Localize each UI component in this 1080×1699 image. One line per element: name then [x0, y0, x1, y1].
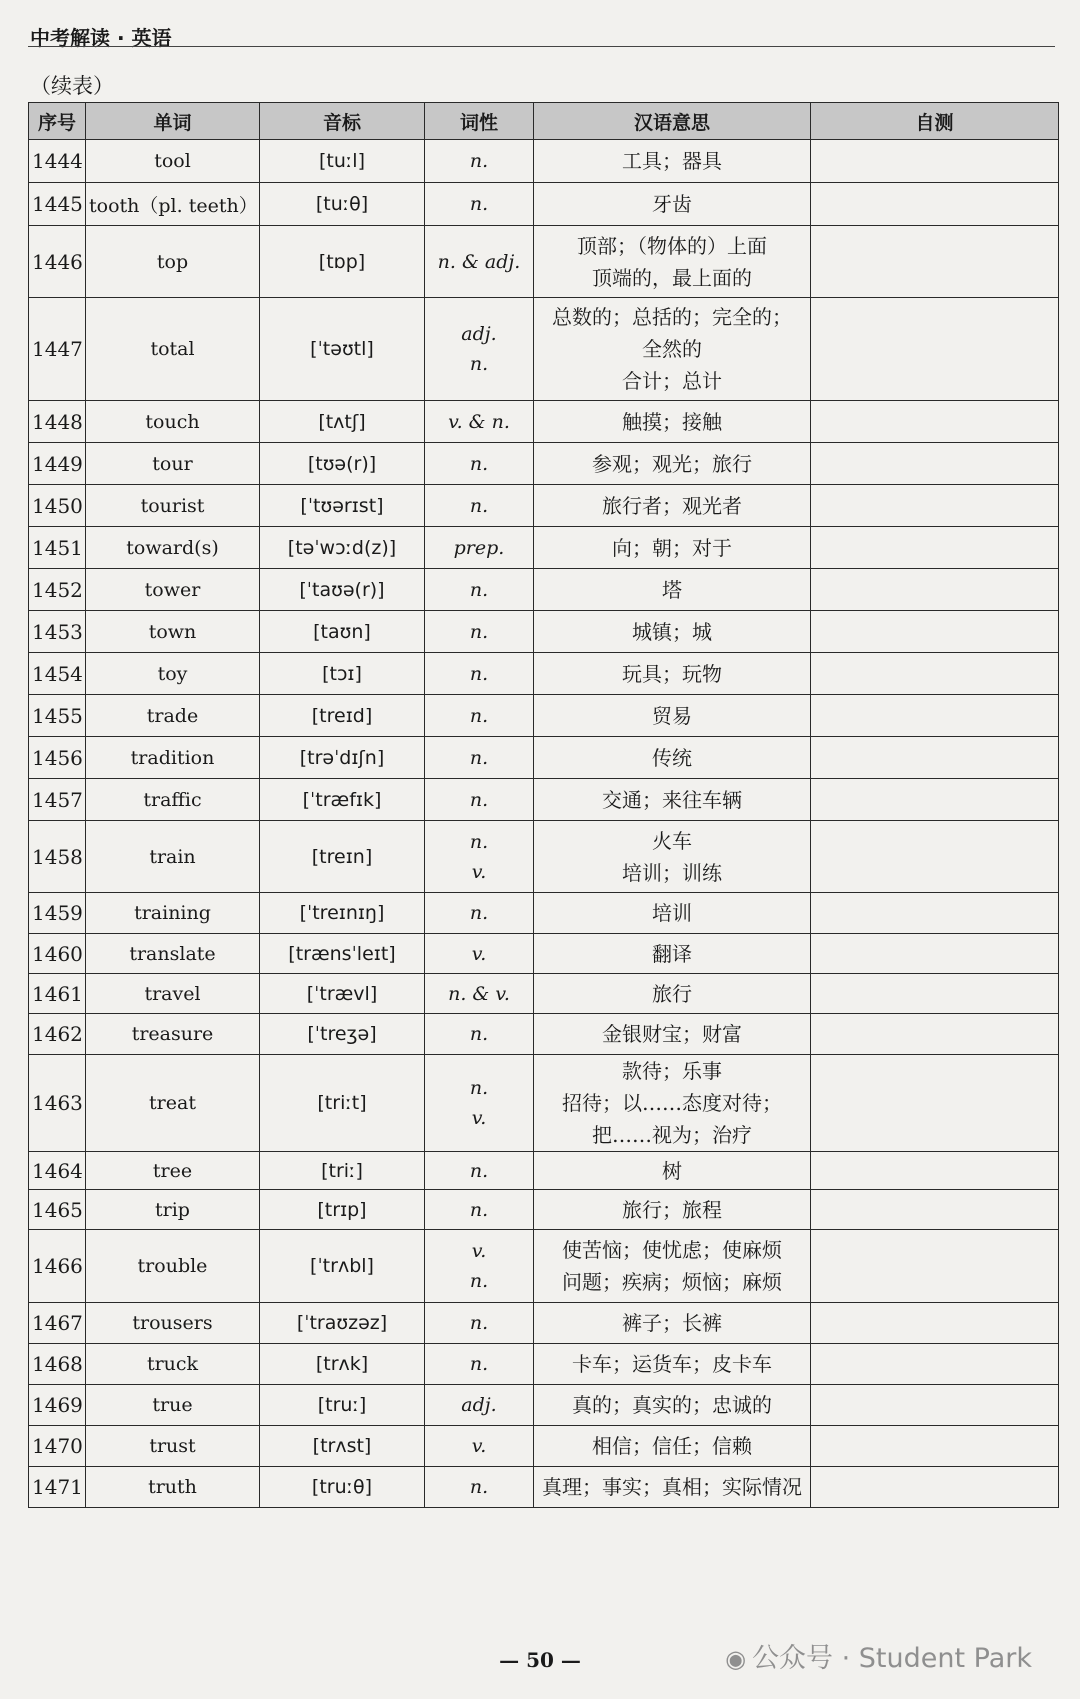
pos-line: n. & v. [448, 982, 510, 1005]
pos-line: n. [469, 902, 489, 924]
row-word: tradition [86, 737, 260, 779]
table-row [29, 1152, 1059, 1190]
row-phonetic: [trænsˈleɪt] [260, 934, 425, 974]
row-number: 1467 [29, 1303, 86, 1344]
row-self-test-blank [811, 1230, 1059, 1303]
meaning-line: 触摸；接触 [622, 409, 722, 434]
row-number: 1461 [29, 974, 86, 1014]
row-number: 1456 [29, 737, 86, 779]
row-phonetic: [tɒp] [260, 226, 425, 298]
row-self-test-blank [811, 298, 1059, 401]
pos-line: n. [469, 746, 489, 769]
row-word: train [86, 821, 260, 893]
row-phonetic: [tʊə(r)] [260, 443, 425, 485]
row-pos [425, 183, 534, 226]
row-number: 1468 [29, 1344, 86, 1385]
row-word: treasure [86, 1014, 260, 1055]
table-row [29, 298, 1059, 401]
row-number: 1459 [29, 893, 86, 934]
meaning-line: 翻译 [652, 941, 692, 966]
row-meaning [534, 893, 811, 934]
table-body [29, 140, 1059, 1508]
row-pos [425, 695, 534, 737]
row-word: tooth（pl. teeth） [86, 183, 260, 226]
row-meaning [534, 1152, 811, 1190]
row-pos [425, 893, 534, 934]
row-self-test-blank [811, 1303, 1059, 1344]
meaning-line: 城镇；城 [632, 619, 712, 644]
row-meaning [534, 1426, 811, 1467]
row-number: 1457 [29, 779, 86, 821]
table-row [29, 893, 1059, 934]
row-number: 1449 [29, 443, 86, 485]
pos-line: n. [469, 578, 489, 601]
meaning-line: 使苦恼；使忧虑；使麻烦 [562, 1238, 782, 1262]
row-phonetic: [ˈtəʊtl] [260, 298, 425, 401]
col-header-word: 单词 [86, 103, 260, 140]
row-word: true [86, 1385, 260, 1426]
row-meaning [534, 140, 811, 183]
pos-line: n. [469, 1077, 489, 1099]
row-phonetic: [taʊn] [260, 611, 425, 653]
row-phonetic: [ˈtraʊzəz] [260, 1303, 425, 1344]
row-pos [425, 140, 534, 183]
meaning-line: 工具；器具 [622, 149, 722, 173]
pos-line: n. [469, 620, 489, 643]
row-self-test-blank [811, 140, 1059, 183]
pos-line: n. [469, 788, 489, 811]
meaning-line: 问题；疾病；烦恼；麻烦 [562, 1270, 782, 1294]
meaning-line: 真理；事实；真相；实际情况 [542, 1475, 802, 1499]
row-self-test-blank [811, 1014, 1059, 1055]
row-number: 1460 [29, 934, 86, 974]
row-meaning [534, 1230, 811, 1303]
row-phonetic: [treɪd] [260, 695, 425, 737]
watermark [725, 1636, 1032, 1675]
meaning-line: 裤子；长裤 [622, 1311, 722, 1335]
row-word: total [86, 298, 260, 401]
pos-line: n. [469, 1312, 489, 1334]
pos-line: n. [469, 353, 489, 375]
pos-line: v. [471, 1107, 487, 1129]
row-pos [425, 611, 534, 653]
row-pos [425, 1190, 534, 1230]
row-meaning [534, 1014, 811, 1055]
pos-line: adj. [461, 1394, 497, 1416]
row-pos [425, 1230, 534, 1303]
row-number: 1471 [29, 1467, 86, 1508]
pos-line: n. [469, 1476, 489, 1498]
row-number: 1458 [29, 821, 86, 893]
page-header: 中考解读 · 英语 [30, 26, 172, 50]
meaning-line: 金银财宝；财富 [602, 1022, 742, 1046]
row-word: top [86, 226, 260, 298]
meaning-line: 传统 [652, 745, 692, 770]
table-row [29, 1385, 1059, 1426]
row-word: tree [86, 1152, 260, 1190]
table-row [29, 226, 1059, 298]
row-number: 1454 [29, 653, 86, 695]
row-pos [425, 653, 534, 695]
vocabulary-table [28, 102, 1059, 1508]
row-word: toward(s) [86, 527, 260, 569]
row-self-test-blank [811, 611, 1059, 653]
row-word: town [86, 611, 260, 653]
col-header-phonetic: 音标 [260, 103, 425, 140]
table-row [29, 1014, 1059, 1055]
pos-line: n. [469, 1270, 489, 1292]
row-number: 1464 [29, 1152, 86, 1190]
row-self-test-blank [811, 974, 1059, 1014]
pos-line: v. [471, 1435, 487, 1457]
meaning-line: 把……视为；治疗 [592, 1123, 752, 1147]
col-header-meaning: 汉语意思 [534, 103, 811, 140]
pos-line: n. [469, 1198, 489, 1221]
row-meaning [534, 611, 811, 653]
row-number: 1469 [29, 1385, 86, 1426]
row-pos [425, 1014, 534, 1055]
row-meaning [534, 183, 811, 226]
row-self-test-blank [811, 1152, 1059, 1190]
row-pos [425, 569, 534, 611]
row-pos [425, 1426, 534, 1467]
meaning-line: 玩具；玩物 [622, 661, 722, 686]
meaning-line: 交通；来往车辆 [602, 787, 742, 812]
meaning-line: 树 [662, 1158, 682, 1183]
meaning-line: 牙齿 [652, 192, 692, 216]
row-self-test-blank [811, 401, 1059, 443]
row-self-test-blank [811, 821, 1059, 893]
row-phonetic: [tuːθ] [260, 183, 425, 226]
row-number: 1463 [29, 1055, 86, 1152]
row-number: 1453 [29, 611, 86, 653]
meaning-line: 旅行 [652, 981, 692, 1006]
row-word: trousers [86, 1303, 260, 1344]
row-word: treat [86, 1055, 260, 1152]
table-row [29, 821, 1059, 893]
row-number: 1451 [29, 527, 86, 569]
pos-line: prep. [453, 536, 505, 559]
row-word: travel [86, 974, 260, 1014]
row-meaning [534, 569, 811, 611]
col-header-self-test: 自测 [811, 103, 1059, 140]
row-meaning [534, 1303, 811, 1344]
row-pos [425, 1055, 534, 1152]
row-phonetic: [triːt] [260, 1055, 425, 1152]
meaning-line: 火车 [652, 828, 692, 853]
pos-line: adj. [461, 323, 497, 345]
table-row [29, 737, 1059, 779]
row-self-test-blank [811, 737, 1059, 779]
row-phonetic: [trʌst] [260, 1426, 425, 1467]
row-meaning [534, 226, 811, 298]
row-meaning [534, 298, 811, 401]
row-phonetic: [tʌtʃ] [260, 401, 425, 443]
row-word: tower [86, 569, 260, 611]
meaning-line: 贸易 [652, 703, 692, 728]
meaning-line: 合计；总计 [622, 369, 722, 393]
row-meaning [534, 934, 811, 974]
row-phonetic: [təˈwɔːd(z)] [260, 527, 425, 569]
row-pos [425, 1467, 534, 1508]
row-number: 1462 [29, 1014, 86, 1055]
table-row [29, 1190, 1059, 1230]
continued-label: （续表） [30, 74, 114, 98]
row-pos [425, 1344, 534, 1385]
row-number: 1444 [29, 140, 86, 183]
row-pos [425, 779, 534, 821]
row-self-test-blank [811, 485, 1059, 527]
row-word: trip [86, 1190, 260, 1230]
row-meaning [534, 974, 811, 1014]
table-row [29, 1467, 1059, 1508]
table-row [29, 653, 1059, 695]
row-word: touch [86, 401, 260, 443]
meaning-line: 顶部；（物体的）上面 [577, 233, 767, 258]
table-row [29, 1344, 1059, 1385]
row-number: 1448 [29, 401, 86, 443]
table-row [29, 183, 1059, 226]
table-row [29, 443, 1059, 485]
row-word: tourist [86, 485, 260, 527]
pos-line: v. [471, 1240, 487, 1262]
row-self-test-blank [811, 527, 1059, 569]
table-row [29, 1230, 1059, 1303]
meaning-line: 向；朝；对于 [612, 535, 732, 560]
row-word: training [86, 893, 260, 934]
meaning-line: 参观；观光；旅行 [592, 451, 752, 476]
row-self-test-blank [811, 1467, 1059, 1508]
table-row [29, 974, 1059, 1014]
row-phonetic: [truːθ] [260, 1467, 425, 1508]
pos-line: n. [469, 830, 489, 853]
row-word: truck [86, 1344, 260, 1385]
row-self-test-blank [811, 779, 1059, 821]
row-number: 1452 [29, 569, 86, 611]
row-word: trust [86, 1426, 260, 1467]
row-self-test-blank [811, 183, 1059, 226]
row-phonetic: [trəˈdɪʃn] [260, 737, 425, 779]
row-word: tool [86, 140, 260, 183]
row-word: tour [86, 443, 260, 485]
row-pos [425, 443, 534, 485]
col-header-pos: 词性 [425, 103, 534, 140]
row-number: 1450 [29, 485, 86, 527]
row-phonetic: [tuːl] [260, 140, 425, 183]
table-row [29, 569, 1059, 611]
row-phonetic: [ˈtræfɪk] [260, 779, 425, 821]
row-number: 1466 [29, 1230, 86, 1303]
col-header-number: 序号 [29, 103, 86, 140]
row-word: traffic [86, 779, 260, 821]
header-rule [28, 46, 1055, 47]
meaning-line: 培训 [652, 901, 692, 925]
row-meaning [534, 1467, 811, 1508]
pos-line: n. & adj. [437, 250, 521, 273]
row-self-test-blank [811, 695, 1059, 737]
row-pos [425, 298, 534, 401]
row-self-test-blank [811, 1385, 1059, 1426]
pos-line: v. & n. [448, 410, 510, 433]
meaning-line: 总数的；总括的；完全的； [552, 305, 792, 329]
row-phonetic: [ˈtrævl] [260, 974, 425, 1014]
meaning-line: 旅行者；观光者 [602, 493, 742, 518]
row-meaning [534, 1190, 811, 1230]
pos-line: v. [471, 942, 487, 965]
row-meaning [534, 821, 811, 893]
row-pos [425, 401, 534, 443]
pos-line: n. [469, 704, 489, 727]
table-row [29, 934, 1059, 974]
row-meaning [534, 653, 811, 695]
row-meaning [534, 443, 811, 485]
table-header-row [29, 103, 1059, 140]
meaning-line: 卡车；运货车；皮卡车 [572, 1352, 772, 1376]
row-self-test-blank [811, 893, 1059, 934]
row-meaning [534, 401, 811, 443]
row-meaning [534, 485, 811, 527]
row-phonetic: [tɔɪ] [260, 653, 425, 695]
row-word: translate [86, 934, 260, 974]
table-row [29, 1426, 1059, 1467]
meaning-line: 相信；信任；信赖 [592, 1434, 752, 1458]
row-meaning [534, 779, 811, 821]
row-phonetic: [ˈtreɪnɪŋ] [260, 893, 425, 934]
row-self-test-blank [811, 653, 1059, 695]
row-phonetic: [ˈtreʒə] [260, 1014, 425, 1055]
row-self-test-blank [811, 1190, 1059, 1230]
row-phonetic: [treɪn] [260, 821, 425, 893]
row-self-test-blank [811, 569, 1059, 611]
row-number: 1465 [29, 1190, 86, 1230]
table-row [29, 1303, 1059, 1344]
table-row [29, 1055, 1059, 1152]
row-pos [425, 821, 534, 893]
row-word: toy [86, 653, 260, 695]
row-meaning [534, 527, 811, 569]
row-number: 1446 [29, 226, 86, 298]
row-pos [425, 226, 534, 298]
meaning-line: 顶端的，最上面的 [592, 265, 752, 290]
page-number: — 50 — [499, 1648, 581, 1672]
meaning-line: 全然的 [642, 337, 702, 361]
row-meaning [534, 737, 811, 779]
row-pos [425, 485, 534, 527]
wechat-icon: ◉ [725, 1645, 747, 1673]
row-phonetic: [trʌk] [260, 1344, 425, 1385]
row-pos [425, 934, 534, 974]
pos-line: n. [469, 150, 489, 172]
row-meaning [534, 1055, 811, 1152]
row-phonetic: [truː] [260, 1385, 425, 1426]
row-phonetic: [ˈtrʌbl] [260, 1230, 425, 1303]
table-row [29, 779, 1059, 821]
pos-line: n. [469, 193, 489, 215]
pos-line: n. [469, 494, 489, 517]
row-number: 1447 [29, 298, 86, 401]
row-phonetic: [ˈtʊərɪst] [260, 485, 425, 527]
row-word: truth [86, 1467, 260, 1508]
row-self-test-blank [811, 1344, 1059, 1385]
row-meaning [534, 1385, 811, 1426]
row-meaning [534, 695, 811, 737]
row-number: 1445 [29, 183, 86, 226]
row-self-test-blank [811, 1055, 1059, 1152]
row-pos [425, 1152, 534, 1190]
row-pos [425, 1303, 534, 1344]
row-self-test-blank [811, 934, 1059, 974]
pos-line: n. [469, 1353, 489, 1375]
row-meaning [534, 1344, 811, 1385]
pos-line: n. [469, 662, 489, 685]
row-pos [425, 737, 534, 779]
row-self-test-blank [811, 1426, 1059, 1467]
row-pos [425, 527, 534, 569]
row-number: 1455 [29, 695, 86, 737]
row-word: trouble [86, 1230, 260, 1303]
meaning-line: 招待；以……态度对待； [562, 1091, 782, 1115]
table-row [29, 527, 1059, 569]
table-row [29, 485, 1059, 527]
row-phonetic: [ˈtaʊə(r)] [260, 569, 425, 611]
row-word: trade [86, 695, 260, 737]
pos-line: n. [469, 1023, 489, 1045]
row-number: 1470 [29, 1426, 86, 1467]
row-self-test-blank [811, 443, 1059, 485]
table-row [29, 611, 1059, 653]
table-row [29, 695, 1059, 737]
meaning-line: 款待；乐事 [622, 1059, 722, 1083]
meaning-line: 培训；训练 [622, 860, 722, 885]
row-phonetic: [trɪp] [260, 1190, 425, 1230]
pos-line: v. [471, 860, 487, 883]
meaning-line: 真的；真实的；忠诚的 [572, 1393, 772, 1417]
pos-line: n. [469, 1159, 489, 1182]
watermark-text: 公众号 · Student Park [752, 1643, 1032, 1674]
row-self-test-blank [811, 226, 1059, 298]
row-pos [425, 1385, 534, 1426]
row-pos [425, 974, 534, 1014]
pos-line: n. [469, 452, 489, 475]
table-row [29, 401, 1059, 443]
row-phonetic: [triː] [260, 1152, 425, 1190]
meaning-line: 塔 [662, 577, 682, 602]
meaning-line: 旅行；旅程 [622, 1197, 722, 1222]
table-row [29, 140, 1059, 183]
